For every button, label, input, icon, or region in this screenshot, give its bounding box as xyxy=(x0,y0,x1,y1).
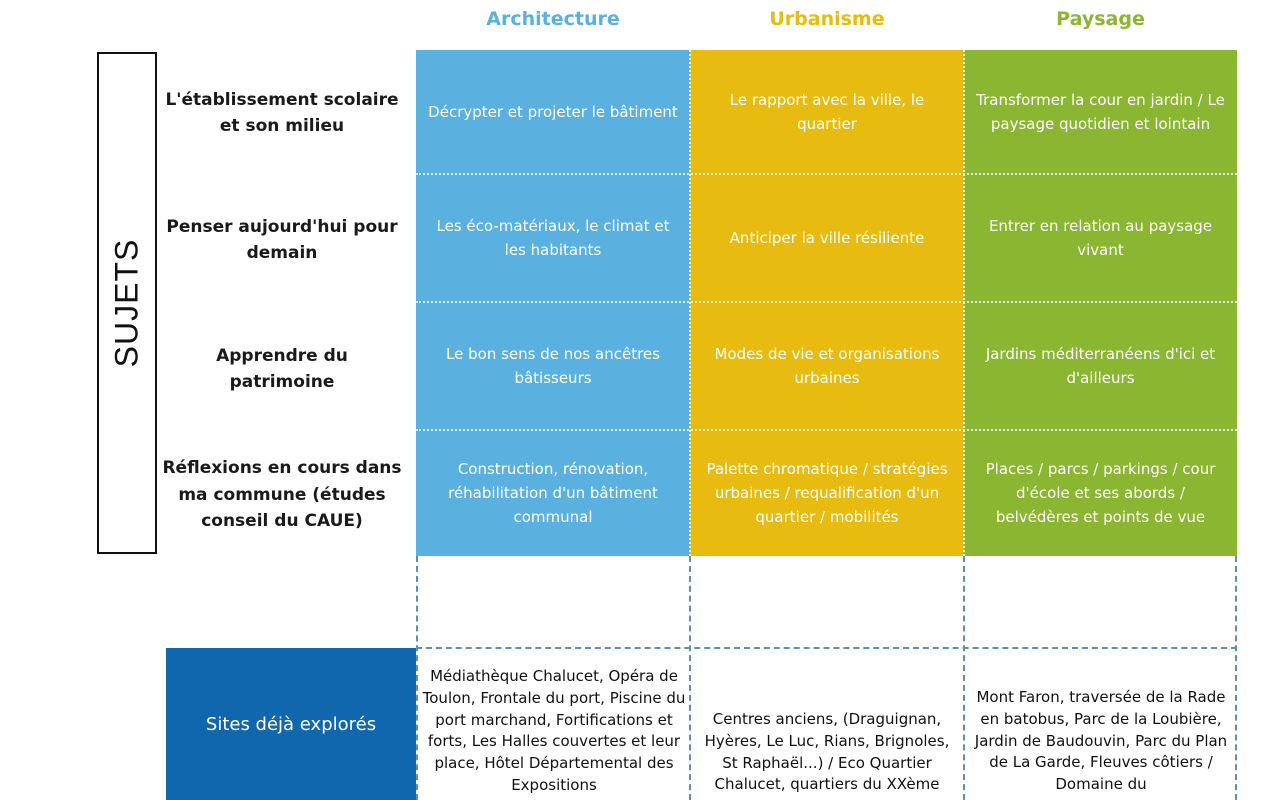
cell-r1-paysage: Transformer la cour en jardin / Le paysage quotidien et lointain xyxy=(964,50,1237,174)
column-divider xyxy=(963,50,965,556)
sujets-box xyxy=(97,52,157,554)
grid-line xyxy=(416,556,418,800)
cell-r2-paysage: Entrer en relation au paysage vivant xyxy=(964,174,1237,302)
cell-r2-architecture: Les éco-matériaux, le climat et les habitants xyxy=(416,174,690,302)
row-label-1: L'établissement scolaire et son milieu xyxy=(165,89,399,136)
row-label-2: Penser aujourd'hui pour demain xyxy=(166,216,398,263)
grid-line xyxy=(416,647,1237,649)
column-header-urbanisme: Urbanisme xyxy=(769,8,885,30)
grid-line xyxy=(689,556,691,800)
sites-architecture: Médiathèque Chalucet, Opéra de Toulon, Frontale du port, Piscine du port marchand, Fortifications et forts, Les Halles couvertes et leur place, Hôtel Départemental des Expositions xyxy=(422,667,686,794)
cell-r4-paysage: Places / parcs / parkings / cour d'école et ses abords / belvédères et points de vue xyxy=(964,430,1237,556)
cell-r4-urbanisme: Palette chromatique / stratégies urbaines / requalification d'un quartier / mobilités xyxy=(690,430,964,556)
sites-label: Sites déjà explorés xyxy=(166,648,416,800)
sites-paysage: Mont Faron, traversée de la Rade en batobus, Parc de la Loubière, Jardin de Baudouvin, Parc du Plan de La Garde, Fleuves côtiers / Domaine du xyxy=(974,688,1228,793)
row-divider xyxy=(416,429,1237,431)
row-label-3: Apprendre du patrimoine xyxy=(216,345,348,392)
column-divider xyxy=(689,50,691,556)
cell-r4-architecture: Construction, rénovation, réhabilitation d'un bâtiment communal xyxy=(416,430,690,556)
sujets-label: SUJETS xyxy=(108,238,145,368)
cell-r1-urbanisme: Le rapport avec la ville, le quartier xyxy=(690,50,964,174)
grid-line xyxy=(963,556,965,800)
cell-r2-urbanisme: Anticiper la ville résiliente xyxy=(690,174,964,302)
cell-r3-paysage: Jardins méditerranéens d'ici et d'ailleurs xyxy=(964,302,1237,430)
cell-r3-architecture: Le bon sens de nos ancêtres bâtisseurs xyxy=(416,302,690,430)
grid-line xyxy=(1235,556,1237,800)
cell-r1-architecture: Décrypter et projeter le bâtiment xyxy=(416,50,690,174)
row-divider xyxy=(416,173,1237,175)
row-divider xyxy=(416,301,1237,303)
cell-r3-urbanisme: Modes de vie et organisations urbaines xyxy=(690,302,964,430)
column-header-paysage: Paysage xyxy=(1056,8,1145,30)
column-header-architecture: Architecture xyxy=(486,8,620,30)
row-label-4: Réflexions en cours dans ma commune (études conseil du CAUE) xyxy=(162,458,402,532)
sites-urbanisme: Centres anciens, (Draguignan, Hyères, Le Luc, Rians, Brignoles, St Raphaël...) / Eco Quartier Chalucet, quartiers du XXème xyxy=(704,710,950,794)
